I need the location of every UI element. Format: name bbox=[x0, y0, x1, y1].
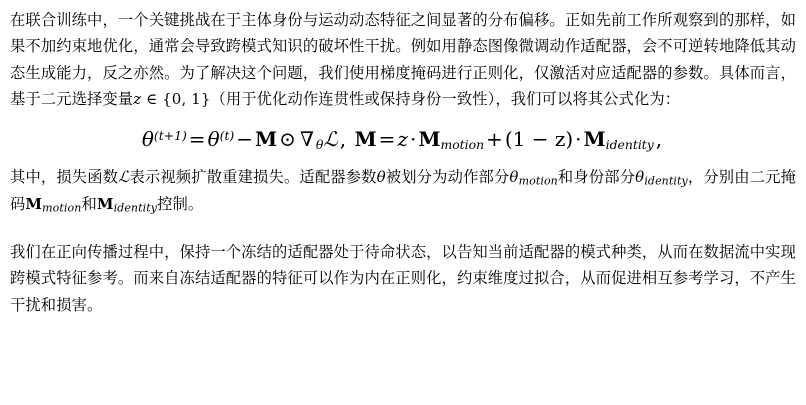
eq-minus-operator: − bbox=[236, 127, 254, 152]
math-mask-identity-subscript: identity bbox=[113, 201, 158, 215]
eq-comma-1: , bbox=[339, 127, 347, 152]
eq-mask-motion: M bbox=[418, 127, 441, 152]
paragraph-one bbox=[10, 8, 796, 113]
eq-loss-symbol: ℒ bbox=[323, 127, 338, 152]
paragraph-one-segment-1: 在联合训练中，一个关键挑战在于主体身份与运动动态特征之间显著的分布偏移。正如先前工作所观察到的那样，如果不加约束地优化，通常会导致跨模式知识的破坏性干扰。例如用静态图像微调动作适配器，会不可逆转地降低其动态生成能力，反之亦然。为了解决这个问题，我们使用梯度掩码进行正则化，仅激活对应适配器的参数。具体而言，基于二元选择变量 bbox=[10, 12, 796, 108]
math-membership-symbol: ∈ bbox=[141, 89, 163, 108]
eq-selector-z: z bbox=[397, 127, 408, 152]
paragraph-two-segment-2: 表示视频扩散重建损失。适配器参数 bbox=[129, 169, 377, 187]
eq-one-minus-z: (1 − z) bbox=[504, 127, 574, 152]
gradient-mask-equation bbox=[10, 127, 796, 152]
eq-mask-identity-subscript: identity bbox=[605, 137, 654, 153]
math-loss-symbol: ℒ bbox=[118, 168, 130, 187]
math-theta-identity: θ bbox=[635, 168, 645, 187]
eq-nabla-subscript: θ bbox=[315, 137, 324, 153]
math-binary-set: {0, 1} bbox=[162, 89, 211, 108]
eq-theta-lhs: θ bbox=[141, 127, 154, 152]
eq-hadamard-operator: ⊙ bbox=[279, 127, 296, 152]
eq-theta-lhs-superscript: (t+1) bbox=[153, 128, 187, 144]
math-theta-identity-subscript: identity bbox=[644, 174, 688, 188]
math-variable-z: z bbox=[133, 89, 142, 108]
math-theta-symbol: θ bbox=[376, 168, 386, 187]
eq-mask-matrix: M bbox=[255, 127, 278, 152]
paragraph-two bbox=[10, 164, 796, 218]
paragraph-two-segment-7: 控制。 bbox=[157, 195, 204, 213]
paragraph-two-segment-4: 和身份部分 bbox=[557, 169, 636, 187]
paragraph-three: 我们在正向传播过程中，保持一个冻结的适配器处于待命状态，以告知当前适配器的模式种类，从而在数据流中实现跨模式特征参考。而来自冻结适配器的特征可以作为内在正则化，约束维度过拟合，从而促进相互参考学习，不产生干扰和损害。 bbox=[10, 244, 796, 314]
paragraph-two-segment-5: ，分别由二元掩码 bbox=[10, 169, 796, 213]
eq-mask-motion-subscript: motion bbox=[440, 137, 485, 153]
paragraph-two-segment-6: 和 bbox=[81, 195, 97, 213]
eq-equals-2: = bbox=[378, 127, 396, 152]
eq-plus-operator: + bbox=[486, 127, 503, 152]
paragraph-one-segment-2: （用于优化动作连贯性或保持身份一致性），我们可以将其公式化为： bbox=[210, 90, 681, 108]
eq-cdot-2: · bbox=[575, 127, 582, 152]
eq-theta-rhs: θ bbox=[207, 127, 220, 152]
eq-theta-rhs-superscript: (t) bbox=[219, 128, 235, 144]
math-mask-motion-subscript: motion bbox=[42, 201, 82, 215]
math-theta-motion: θ bbox=[509, 168, 519, 187]
eq-cdot-1: · bbox=[409, 127, 417, 152]
eq-nabla-operator: ∇ bbox=[299, 127, 314, 152]
math-theta-motion-subscript: motion bbox=[518, 174, 558, 188]
paragraph-two-segment-1: 其中，损失函数 bbox=[10, 169, 119, 187]
eq-equals-1: = bbox=[188, 127, 206, 152]
paragraph-two-segment-3: 被划分为动作部分 bbox=[385, 169, 510, 187]
math-mask-motion: M bbox=[25, 194, 43, 213]
eq-mask-matrix-2: M bbox=[354, 127, 377, 152]
math-mask-identity: M bbox=[96, 194, 114, 213]
eq-comma-2: , bbox=[655, 127, 663, 152]
eq-mask-identity: M bbox=[583, 127, 606, 152]
